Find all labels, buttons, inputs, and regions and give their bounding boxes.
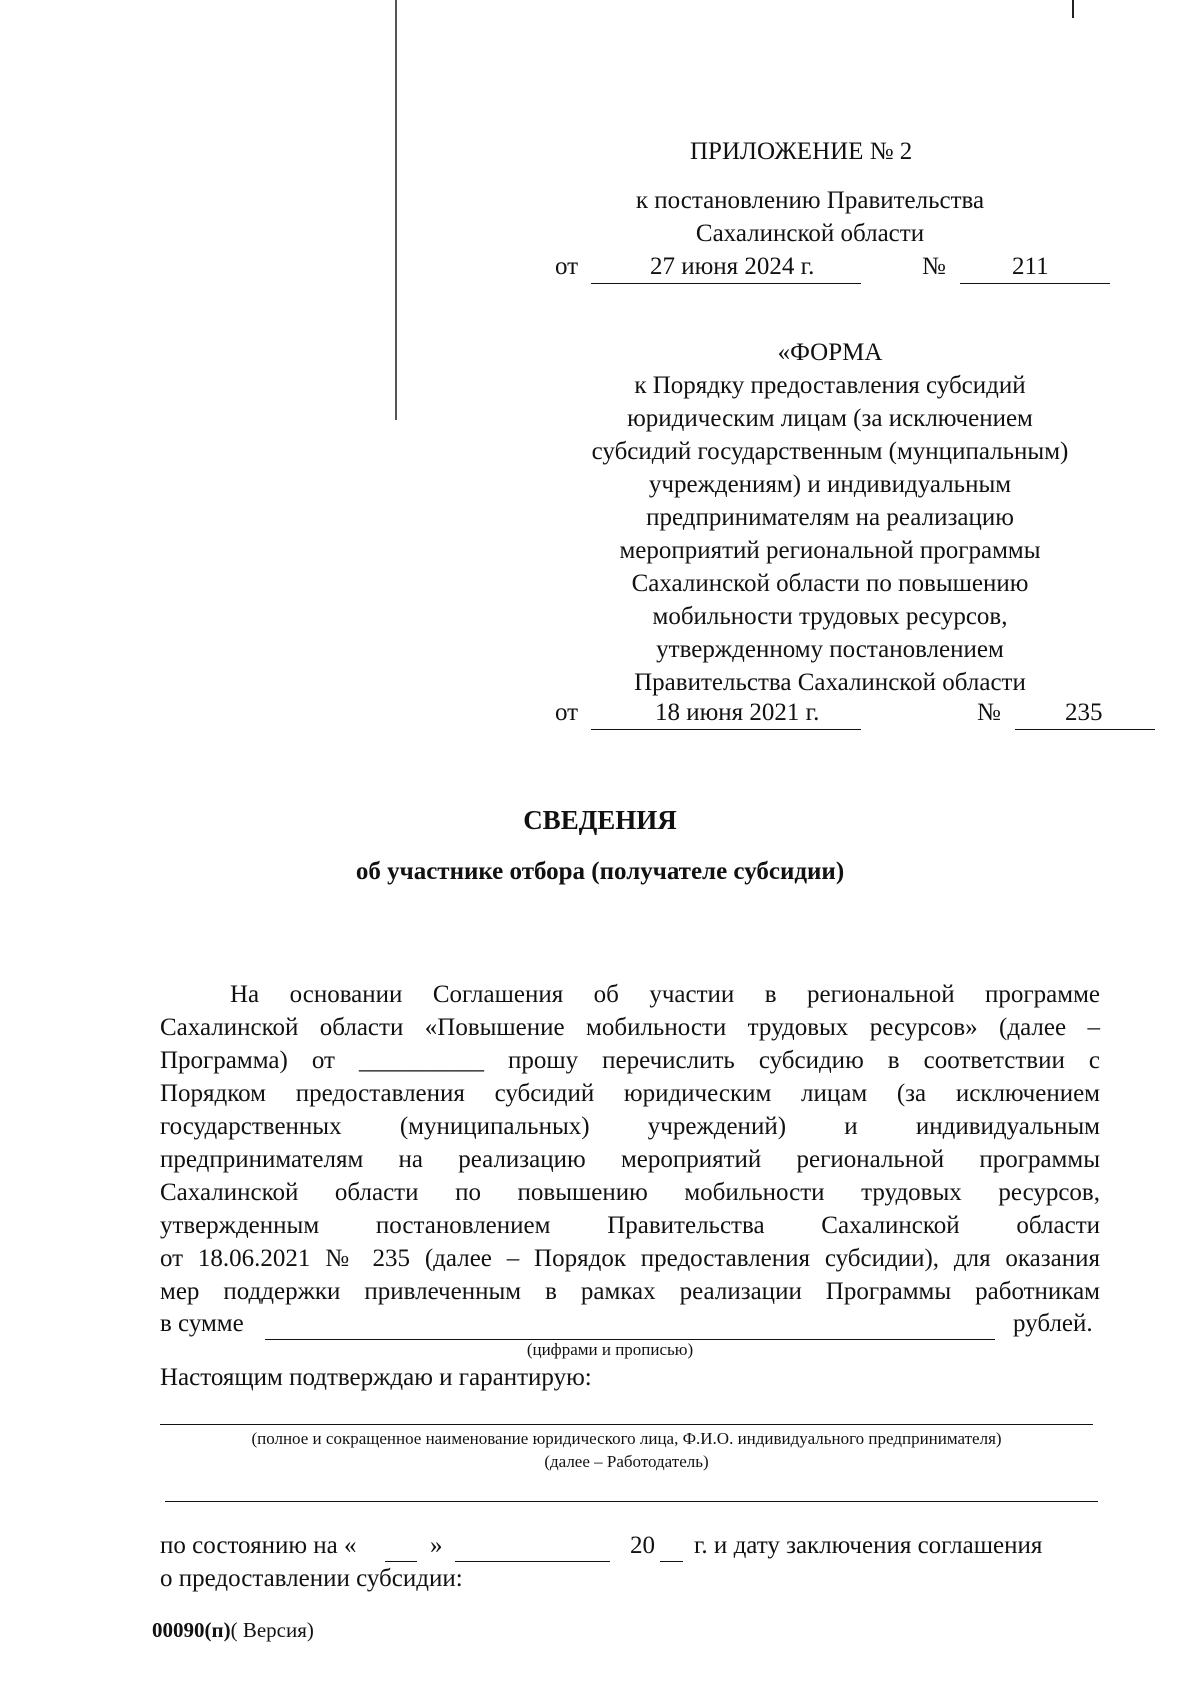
- header-date-row: [555, 251, 1115, 285]
- state-quote-close: »: [430, 1532, 443, 1559]
- body-line: Программа) от __________ прошу перечислить субсидию в соответствии с: [160, 1047, 1100, 1074]
- form-date-row: [555, 697, 1155, 731]
- state-year-prefix: 20: [630, 1532, 655, 1559]
- footer-code: 00090(п): [152, 1618, 231, 1642]
- number-label: №: [922, 253, 946, 280]
- appendix-title: ПРИЛОЖЕНИЕ № 2: [690, 138, 913, 165]
- scan-margin-line: [395, 0, 397, 420]
- program-date: 18 июня 2021 г.: [655, 699, 820, 726]
- decree-number: 211: [1012, 253, 1049, 280]
- state-prefix: по состоянию на «: [160, 1532, 357, 1559]
- form-line: учреждениям) и индивидуальным: [648, 471, 1012, 498]
- form-line: Сахалинской области по повышению: [631, 570, 1029, 597]
- form-line: предпринимателям на реализацию: [646, 504, 1014, 531]
- number-underline: [960, 283, 1110, 284]
- state-day-field[interactable]: [385, 1561, 417, 1562]
- form-block: [540, 336, 1120, 699]
- form-line: мобильности трудовых ресурсов,: [652, 603, 1008, 630]
- form-line: утвержденному постановлением: [656, 636, 1004, 663]
- body-line: На основании Соглашения об участии в региональной программе: [230, 981, 1100, 1008]
- document-title: СВЕДЕНИЯ: [523, 805, 677, 835]
- form-number-label: №: [977, 699, 1001, 726]
- sum-suffix: рублей.: [1013, 1310, 1093, 1337]
- body-paragraph: [160, 978, 1100, 1308]
- body-line: Порядком предоставления субсидий юридическим лицам (за исключением: [160, 1080, 1100, 1107]
- employer-extra-field[interactable]: [165, 1501, 1098, 1502]
- body-line: от 18.06.2021 № 235 (далее – Порядок предоставления субсидии), для оказания: [160, 1245, 1100, 1272]
- from-label: от: [555, 253, 579, 280]
- form-from-label: от: [555, 699, 579, 726]
- employer-hint: (полное и сокращенное наименование юридического лица, Ф.И.О. индивидуального предпринимателя): [251, 1429, 1002, 1448]
- program-number-underline: [1015, 729, 1155, 730]
- body-line: государственных (муниципальных) учреждений) и индивидуальным: [160, 1113, 1100, 1140]
- header-line-1: к постановлению Правительства: [635, 187, 985, 214]
- sum-hint: (цифрами и прописью): [526, 1340, 694, 1359]
- document-subtitle: об участнике отбора (получателе субсидии): [355, 858, 845, 885]
- footer-version-label: ( Версия): [230, 1618, 314, 1642]
- state-suffix: г. и дату заключения соглашения: [694, 1532, 1043, 1559]
- employer-name-field[interactable]: [160, 1424, 1093, 1425]
- body-line: утвержденным постановлением Правительства Сахалинской области: [160, 1212, 1100, 1239]
- state-date-row: [160, 1530, 1105, 1564]
- body-line: Сахалинской области по повышению мобильности трудовых ресурсов,: [160, 1179, 1100, 1206]
- program-number: 235: [1065, 699, 1103, 726]
- sum-row: [160, 1308, 1100, 1342]
- form-line: «ФОРМА: [777, 339, 883, 366]
- footer-version: [152, 1617, 314, 1643]
- form-line: Правительства Сахалинской области: [634, 669, 1026, 696]
- confirm-text: Настоящим подтверждаю и гарантирую:: [160, 1364, 592, 1391]
- scan-tick-mark: [1072, 0, 1074, 18]
- employer-hint-2: (далее – Работодатель): [544, 1452, 709, 1471]
- decree-date: 27 июня 2024 г.: [650, 253, 815, 280]
- form-line: субсидий государственным (мунципальным): [591, 438, 1069, 465]
- date-underline: [591, 283, 861, 284]
- header-line-2: Сахалинской области: [695, 220, 925, 247]
- body-line: мер поддержки привлеченным в рамках реализации Программы работникам: [160, 1278, 1100, 1305]
- form-line: к Порядку предоставления субсидий: [634, 372, 1026, 399]
- form-line: юридическим лицам (за исключением: [627, 405, 1033, 432]
- body-line: Сахалинской области «Повышение мобильности трудовых ресурсов» (далее –: [160, 1014, 1100, 1041]
- state-year-field[interactable]: [660, 1561, 683, 1562]
- body-line: предпринимателям на реализацию мероприятий региональной программы: [160, 1146, 1100, 1173]
- form-line: мероприятий региональной программы: [619, 537, 1041, 564]
- state-month-field[interactable]: [455, 1561, 610, 1562]
- sum-prefix: в сумме: [160, 1310, 244, 1337]
- state-line-2: о предоставлении субсидии:: [160, 1565, 463, 1592]
- program-date-underline: [591, 729, 861, 730]
